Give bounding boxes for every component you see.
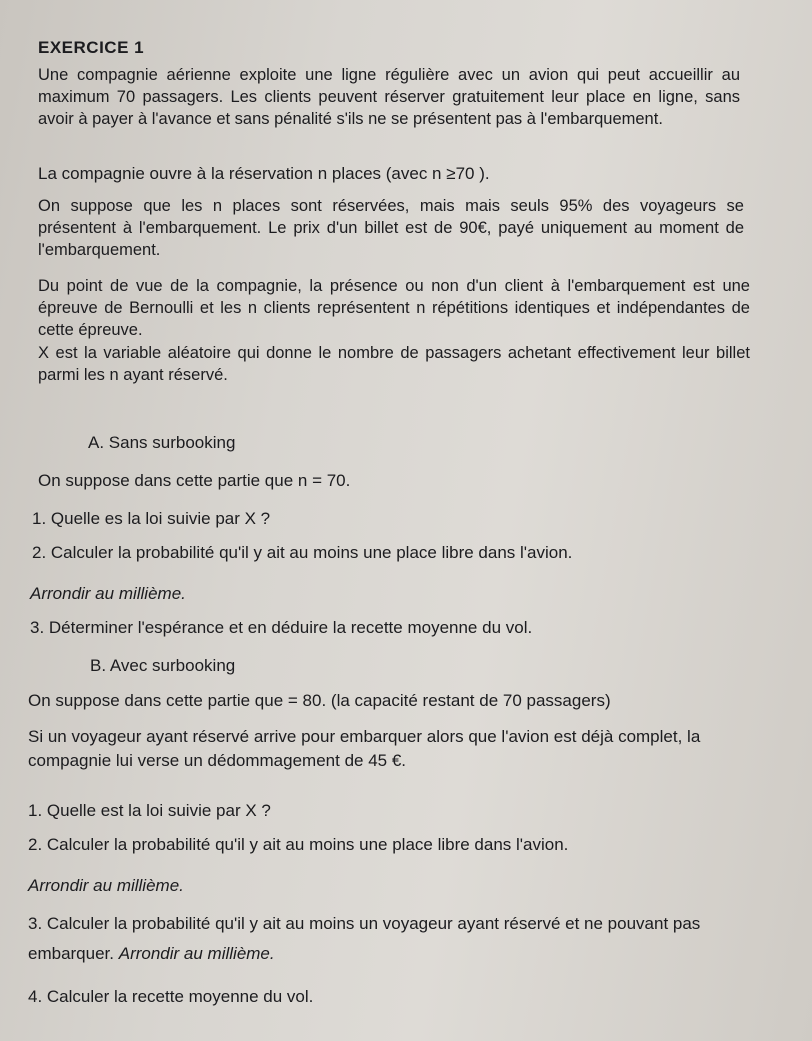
part-b-question-3 [28, 909, 768, 969]
intro-paragraph-3: On suppose que les n places sont réservées, mais mais seuls 95% des voyageurs se présentent à l'embarquement. Le prix d'un billet est de 90€, payé uniquement au moment de l'embarquement. [38, 197, 744, 259]
part-a-assumption: On suppose dans cette partie que n = 70. [38, 471, 351, 490]
part-a-question-1: 1. Quelle es la loi suivie par X ? [32, 509, 271, 528]
intro-paragraph-2: La compagnie ouvre à la réservation n places (avec n ≥70 ). [38, 164, 490, 183]
part-b-question-3-note: Arrondir au millième. [118, 944, 275, 963]
part-b-heading: B. Avec surbooking [90, 656, 236, 675]
part-b-question-3-text: 3. Calculer la probabilité qu'il y ait au moins un voyageur ayant réservé et ne pouvant pas embarquer. [28, 914, 701, 963]
part-b-question-4: 4. Calculer la recette moyenne du vol. [28, 987, 314, 1006]
part-a-question-2: 2. Calculer la probabilité qu'il y ait au moins une place libre dans l'avion. [32, 543, 573, 562]
part-a-question-2-note: Arrondir au millième. [30, 584, 186, 603]
part-a-question-3: 3. Déterminer l'espérance et en déduire la recette moyenne du vol. [30, 618, 533, 637]
intro-paragraph-1: Une compagnie aérienne exploite une ligne régulière avec un avion qui peut accueillir au maximum 70 passagers. Les clients peuvent réserver gratuitement leur place en ligne, sans avoir à payer à l'avance et sans pénalité s'ils ne se présentent pas à l'embarquement. [38, 66, 740, 128]
part-b-assumption: On suppose dans cette partie que = 80. (la capacité restant de 70 passagers) [28, 691, 611, 710]
part-b-context: Si un voyageur ayant réservé arrive pour embarquer alors que l'avion est déjà complet, la compagnie lui verse un dédommagement de 45 €. [28, 727, 701, 770]
intro-paragraph-4: Du point de vue de la compagnie, la présence ou non d'un client à l'embarquement est une épreuve de Bernoulli et les n clients représentent n répétitions identiques et indépendantes de cette épreuve. [38, 277, 750, 339]
part-b-question-2: 2. Calculer la probabilité qu'il y ait au moins une place libre dans l'avion. [28, 835, 569, 854]
part-a-heading: A. Sans surbooking [88, 433, 236, 452]
intro-paragraph-5: X est la variable aléatoire qui donne le nombre de passagers achetant effectivement leur billet parmi les n ayant réservé. [38, 344, 750, 384]
part-b-question-2-note: Arrondir au millième. [28, 876, 184, 895]
exercise-title: EXERCICE 1 [38, 38, 145, 57]
part-b-question-1: 1. Quelle est la loi suivie par X ? [28, 801, 271, 820]
